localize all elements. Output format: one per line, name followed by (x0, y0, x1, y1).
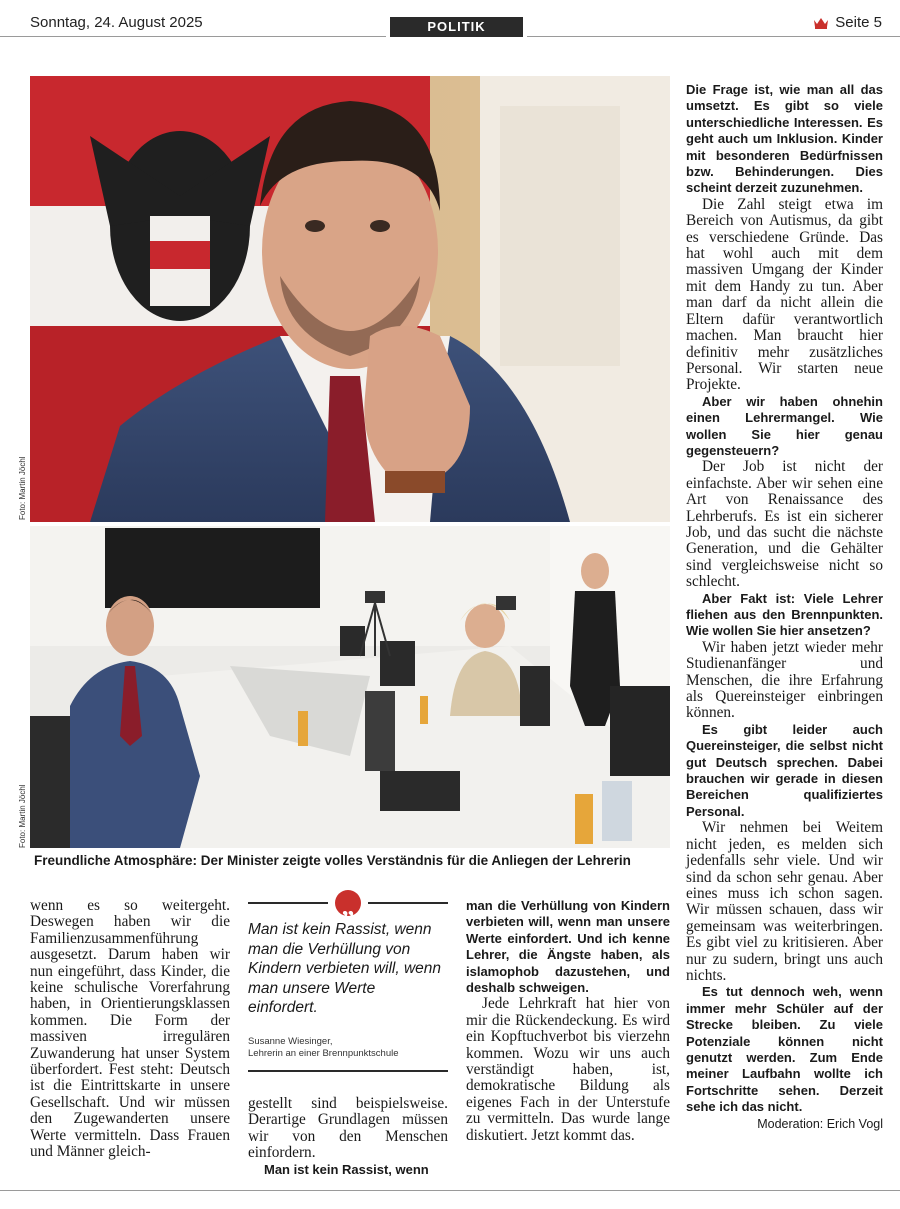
question-text: man die Verhüllung von Kindern verbieten will, wenn man unsere Werte einfordert. Und ich kenne Lehrer, die Ängste haben, als islamophob dazustehen, und deshalb schweigen. (466, 898, 670, 996)
answer-text: Jede Lehrkraft hat hier von mir die Rückendeckung. Es wird ein Kopftuchverbot bis vierzehn kommen. Wozu wir uns auch verständigt haben, ist, demokratische Bildung als eigenes Fach in der Unterstufe zu vermitteln. Das wurde lange diskutiert. Jetzt kommt das. (466, 995, 670, 1144)
header-rule-right (527, 36, 900, 37)
pull-quote-author-name: Susanne Wiesinger, (248, 1036, 333, 1047)
pull-quote-rule-left (248, 902, 328, 904)
photo-credit-bottom: Foto: Martin Jöchl (18, 784, 27, 848)
interview-column-right (686, 82, 883, 1132)
photo-caption: Freundliche Atmosphäre: Der Minister zeigte volles Verständnis für die Anliegen der Lehrerin (34, 853, 631, 868)
pull-quote-author-role: Lehrerin an einer Brennpunktschule (248, 1048, 399, 1059)
section-label: POLITIK (390, 17, 523, 37)
answer-text: Wir haben jetzt wieder mehr Studienanfänger und Menschen, die ihre Erfahrung als Quereinsteiger einbringen können. (686, 638, 883, 722)
question-text: Es tut dennoch weh, wenn immer mehr Schüler auf der Strecke bleiben. Zu viele Potenziale können nicht genutzt werden. Zum Ende meiner Laufbahn wollte ich Fortschritte sehen. Derzeit sehe ich das nicht. (686, 984, 883, 1115)
question-text: Die Frage ist, wie man all das umsetzt. Es gibt so viele unterschiedliche Interessen. Es geht auch um Inklusion. Kinder mit besonderen Bedürfnissen bzw. Behinderungen. Dies scheint derzeit zuzunehmen. (686, 82, 883, 196)
article-column-third (466, 898, 670, 1144)
photo-minister-portrait (30, 76, 670, 522)
answer-text: Die Zahl steigt etwa im Bereich von Autismus, da gibt es verschiedene Gründe. Das hat wohl auch mit dem massiven Umgang der Kinder mit dem Handy zu tun. Aber man darf da nicht allein die Eltern dafür verantwortlich machen. Man braucht hier definitiv mehr zusätzliches Personal. Wir starten neue Projekte. (686, 195, 883, 394)
article-column-middle (248, 1096, 448, 1178)
footer-rule (0, 1190, 900, 1191)
pull-quote-rule-right (368, 902, 448, 904)
photo-credit-top: Foto: Martin Jöchl (18, 456, 27, 520)
pull-quote-rule-bottom (248, 1070, 448, 1072)
crown-icon (813, 16, 829, 29)
question-text: Aber wir haben ohnehin einen Lehrermangel. Wie wollen Sie hier genau gegensteuern? (686, 393, 883, 458)
question-text: Aber Fakt ist: Viele Lehrer fliehen aus den Brennpunkten. Wie wollen Sie hier ansetzen? (686, 590, 883, 639)
page-number (813, 14, 882, 31)
pull-quote-text: Man ist kein Rassist, wenn man die Verhüllung von Kindern verbieten will, wenn man unsere Werte einfordert. (248, 921, 441, 1016)
answer-text: Wir nehmen bei Weitem nicht jeden, es melden sich jedenfalls sehr viele. Und wir sind da schon sehr genau. Aber eines muss ich schon sagen. Wir müssen schauen, dass wir gemeinsam was weiterbringen. Es gibt viel zu kritisieren. Aber nur zu sudern, bringt uns auch nichts. (686, 819, 883, 984)
photo-meeting-room (30, 526, 670, 848)
moderation-credit: Moderation: Erich Vogl (757, 1116, 883, 1131)
issue-date: Sonntag, 24. August 2025 (30, 14, 203, 31)
article-text: gestellt sind beispielsweise. Derartige Grundlagen müssen wir von den Menschen einfordern. (248, 1095, 448, 1162)
quote-mark-icon: „ (335, 890, 361, 916)
question-text: Man ist kein Rassist, wenn (264, 1161, 429, 1177)
article-column-left (30, 898, 230, 1161)
header-rule-left (0, 36, 386, 37)
page-number-label: Seite 5 (835, 14, 882, 31)
question-text: Es gibt leider auch Quereinsteiger, die selbst nicht gut Deutsch sprechen. Dabei brauchen wir gerade in diesen Bereichen qualifiziertes Personal. (686, 721, 883, 819)
answer-text: Der Job ist nicht der einfachste. Aber wir sehen eine Art von Renaissance des Lehrberufs. Es ist ein sicherer Job, und das sucht die nächste Generation, und die Gehälter sind vergleichsweise nicht so schlecht. (686, 458, 883, 591)
article-text: wenn es so weitergeht. Deswegen haben wir die Familienzusammenführung ausgesetzt. Darum haben wir nun eingeführt, dass Kinder, die keine schulische Vorerfahrung haben, in Orientierungsklassen kommen. Die Form der massiven irregulären Zuwanderung hat unser System überfordert. Fest steht: Deutsch ist die Eintrittskarte in unsere Gesellschaft. Und wir müssen den Zugewanderten unsere Werte vermitteln. Dass Frauen und Männer gleich- (30, 897, 230, 1161)
pull-quote-author (248, 1036, 448, 1060)
